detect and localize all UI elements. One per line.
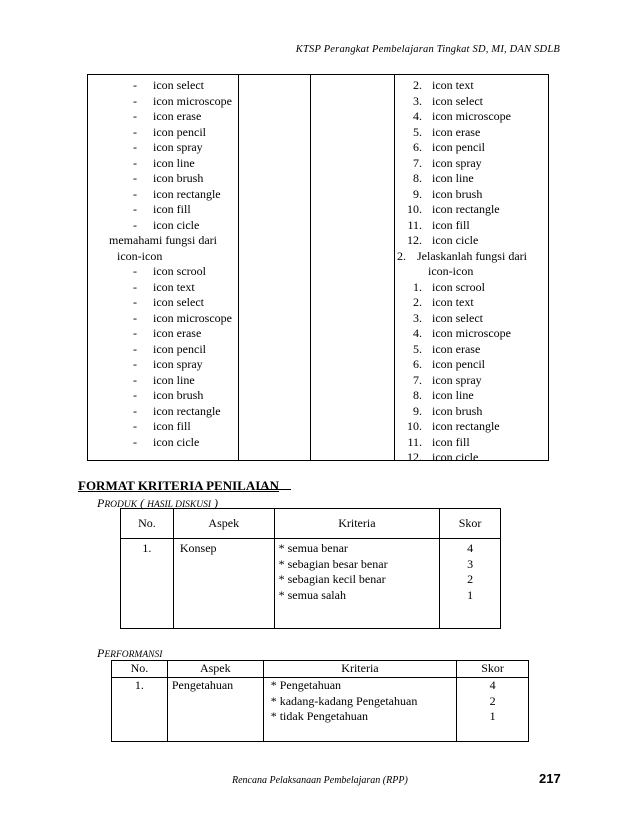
question-text: Jelaskanlah fungsi dari: [417, 248, 527, 263]
list-item-text: icon microscope: [432, 326, 511, 340]
list-item: [88, 264, 238, 280]
header-skor: Skor: [457, 661, 529, 678]
list-item: [88, 311, 238, 327]
list-item-text: icon cicle: [153, 217, 200, 232]
list-item-text: icon scrool: [432, 279, 485, 294]
dash-marker: -: [133, 310, 137, 325]
list-item-text: icon erase: [153, 109, 202, 123]
dash-marker: -: [133, 217, 137, 232]
list-item: [394, 171, 550, 187]
list-item-text: icon cicle: [153, 434, 200, 449]
list-item-text: icon cicle: [432, 233, 479, 247]
list-item-text: icon brush: [153, 171, 204, 185]
header-aspek: Aspek: [167, 661, 263, 678]
list-item-text: icon cicle: [432, 450, 479, 464]
list-item: [88, 419, 238, 435]
list-item: [394, 373, 550, 389]
list-item: [88, 156, 238, 172]
list-item: [88, 388, 238, 404]
question-item-continued: [394, 264, 550, 280]
dash-marker: -: [133, 279, 137, 294]
item-number: 9.: [413, 186, 422, 201]
list-item: [88, 435, 238, 451]
dash-marker: -: [133, 93, 137, 108]
list-item-text: icon brush: [432, 403, 483, 418]
cell-line: * Pengetahuan: [270, 678, 342, 692]
item-number: 3.: [413, 93, 422, 108]
list-item-text: icon fill: [432, 434, 470, 449]
list-item-text: icon text: [432, 295, 474, 309]
list-item-text: icon pencil: [153, 341, 206, 356]
list-item-text: icon line: [153, 155, 195, 170]
title-underline: [258, 489, 291, 490]
list-item: [394, 357, 550, 373]
list-item: [394, 156, 550, 172]
cell-aspek: Pengetahuan: [167, 678, 263, 742]
list-item: [88, 140, 238, 156]
cell-skor: [457, 678, 529, 742]
dash-marker: -: [133, 357, 137, 371]
cell-no: 1.: [121, 539, 174, 629]
product-criteria-table: [120, 508, 501, 629]
list-item-text: icon brush: [432, 186, 483, 201]
list-item-text: icon rectangle: [432, 202, 500, 216]
list-item-text: icon select: [153, 295, 204, 309]
list-item-text: icon erase: [432, 124, 481, 139]
list-item-text: icon fill: [153, 202, 191, 216]
list-item-text: icon pencil: [432, 140, 485, 154]
item-number: 12.: [407, 233, 422, 247]
table-row: [121, 539, 501, 629]
list-item-text: icon pencil: [432, 357, 485, 371]
list-item: [88, 78, 238, 94]
dash-marker: -: [133, 419, 137, 433]
list-item-text: icon fill: [153, 419, 191, 433]
list-item: [88, 342, 238, 358]
list-item-text: icon line: [432, 388, 474, 402]
list-item: [88, 373, 238, 389]
continuation-table: [87, 74, 549, 464]
dash-marker: -: [133, 109, 137, 123]
list-item: [394, 218, 550, 234]
list-item: [88, 218, 238, 234]
item-number: 12.: [407, 450, 422, 464]
item-number: 5.: [413, 341, 422, 356]
title-part: HASIL DISKUSI: [147, 500, 212, 510]
list-item-text: icon select: [432, 310, 483, 325]
cell-line: 1: [489, 709, 496, 723]
dash-marker: -: [133, 295, 137, 309]
cell-line: 3: [467, 556, 474, 571]
list-item-text: icon microscope: [432, 109, 511, 123]
list-item: [88, 171, 238, 187]
list-item-text: icon brush: [153, 388, 204, 402]
list-item: [394, 295, 550, 311]
list-item-text: icon text: [153, 279, 195, 294]
list-item-text: icon select: [432, 93, 483, 108]
list-item-text: icon microscope: [153, 310, 232, 325]
header-skor: Skor: [440, 509, 501, 539]
cell-kriteria: [263, 678, 456, 742]
list-item: [394, 125, 550, 141]
list-item-text: icon erase: [153, 326, 202, 340]
list-item: [394, 233, 550, 249]
dash-marker: -: [133, 264, 137, 278]
list-item-text: icon spray: [153, 140, 203, 154]
cell-aspek: Konsep: [173, 539, 274, 629]
item-number: 2.: [413, 78, 422, 92]
column-divider: [238, 75, 239, 460]
dash-marker: -: [133, 326, 137, 340]
dash-marker: -: [133, 341, 137, 356]
header-kriteria: Kriteria: [274, 509, 440, 539]
item-number: 6.: [413, 140, 422, 154]
dash-marker: -: [133, 171, 137, 185]
page-footer: Rencana Pelaksanaan Pembelajaran (RPP): [232, 775, 408, 786]
header-kriteria: Kriteria: [263, 661, 456, 678]
list-item-text: icon rectangle: [153, 186, 221, 201]
list-item-text: icon fill: [432, 217, 470, 232]
cell-line: * sebagian kecil benar: [278, 572, 386, 586]
list-item: [394, 388, 550, 404]
list-item-text: icon spray: [432, 372, 482, 387]
dash-marker: -: [133, 124, 137, 139]
item-number: 5.: [413, 124, 422, 139]
list-item: [394, 109, 550, 125]
title-part: P: [97, 496, 105, 510]
performance-criteria-table: [111, 660, 529, 742]
list-item: [88, 109, 238, 125]
cell-no: 1.: [112, 678, 168, 742]
dash-marker: -: [133, 403, 137, 418]
item-number: 7.: [413, 372, 422, 387]
list-item: [88, 357, 238, 373]
list-item: [88, 187, 238, 203]
cell-line: 2: [489, 693, 496, 708]
list-item-text: icon scrool: [153, 264, 206, 278]
list-item: [394, 326, 550, 342]
cell-line: 2: [467, 572, 474, 586]
cell-line: 4: [467, 541, 474, 555]
title-part: P: [97, 646, 105, 660]
list-item: [88, 202, 238, 218]
cell-line: * tidak Pengetahuan: [270, 709, 369, 723]
section-title: FORMAT KRITERIA PENILAIAN: [78, 478, 280, 493]
list-item: [88, 280, 238, 296]
item-number: 4.: [413, 109, 422, 123]
dash-marker: -: [133, 372, 137, 387]
list-item: [394, 435, 550, 451]
list-item: [394, 450, 550, 466]
dash-marker: -: [133, 434, 137, 449]
list-item-text: icon rectangle: [432, 419, 500, 433]
item-number: 11.: [407, 434, 422, 449]
list-item: [88, 94, 238, 110]
list-item: [394, 78, 550, 94]
table-row: [112, 678, 529, 742]
header-aspek: Aspek: [173, 509, 274, 539]
page-header: KTSP Perangkat Pembelajaran Tingkat SD, MI, DAN SDLB: [295, 44, 560, 55]
dash-marker: -: [133, 140, 137, 154]
question-column: [394, 78, 550, 466]
cell-line: * sebagian besar benar: [278, 556, 388, 571]
item-number: 1.: [413, 279, 422, 294]
item-number: 8.: [413, 388, 422, 402]
list-item-text: icon select: [153, 78, 204, 92]
list-item-text: icon rectangle: [153, 403, 221, 418]
question-item: [394, 249, 550, 265]
list-item: [394, 94, 550, 110]
cell-skor: [440, 539, 501, 629]
item-number: 10.: [407, 419, 422, 433]
title-part: ): [211, 496, 219, 510]
item-number: 7.: [413, 155, 422, 170]
list-item: [394, 419, 550, 435]
list-item-text: icon pencil: [153, 124, 206, 139]
performance-title: [97, 646, 162, 661]
cell-line: * semua benar: [278, 541, 348, 555]
question-number: 2.: [397, 248, 406, 263]
dash-marker: -: [133, 78, 137, 92]
competency-column: [88, 78, 238, 450]
item-number: 4.: [413, 326, 422, 340]
cell-line: 1: [467, 587, 474, 602]
item-number: 11.: [407, 217, 422, 232]
dash-marker: -: [133, 202, 137, 216]
bullet-item-continued: [88, 249, 238, 265]
list-item: [394, 202, 550, 218]
bullet-text: memahami fungsi dari: [109, 233, 217, 247]
cell-kriteria: [274, 539, 440, 629]
item-number: 2.: [413, 295, 422, 309]
list-item: [394, 187, 550, 203]
dash-marker: -: [133, 155, 137, 170]
item-number: 6.: [413, 357, 422, 371]
list-item-text: icon spray: [432, 155, 482, 170]
bullet-text: icon-icon: [117, 248, 163, 263]
item-number: 9.: [413, 403, 422, 418]
list-item: [88, 125, 238, 141]
header-no: No.: [121, 509, 174, 539]
title-part: (: [137, 496, 148, 510]
list-item: [394, 342, 550, 358]
dash-marker: -: [133, 186, 137, 201]
list-item: [394, 280, 550, 296]
list-item: [88, 404, 238, 420]
cell-line: * semua salah: [278, 587, 346, 602]
list-item-text: icon line: [432, 171, 474, 185]
cell-line: 4: [489, 678, 496, 692]
item-number: 8.: [413, 171, 422, 185]
title-part: RODUK: [104, 500, 138, 510]
list-item-text: icon line: [153, 372, 195, 387]
page-number: 217: [539, 771, 561, 786]
list-item-text: icon erase: [432, 341, 481, 356]
list-item: [394, 404, 550, 420]
bullet-item: [88, 233, 238, 249]
question-text: icon-icon: [428, 264, 474, 278]
dash-marker: -: [133, 388, 137, 402]
column-divider: [310, 75, 311, 460]
list-item: [394, 311, 550, 327]
list-item-text: icon text: [432, 78, 474, 92]
list-item: [88, 295, 238, 311]
item-number: 3.: [413, 310, 422, 325]
list-item-text: icon spray: [153, 357, 203, 371]
item-number: 10.: [407, 202, 422, 216]
list-item-text: icon microscope: [153, 93, 232, 108]
title-part: ERFORMANSI: [104, 650, 163, 660]
cell-line: * kadang-kadang Pengetahuan: [270, 693, 418, 708]
list-item: [88, 326, 238, 342]
header-no: No.: [112, 661, 168, 678]
list-item: [394, 140, 550, 156]
